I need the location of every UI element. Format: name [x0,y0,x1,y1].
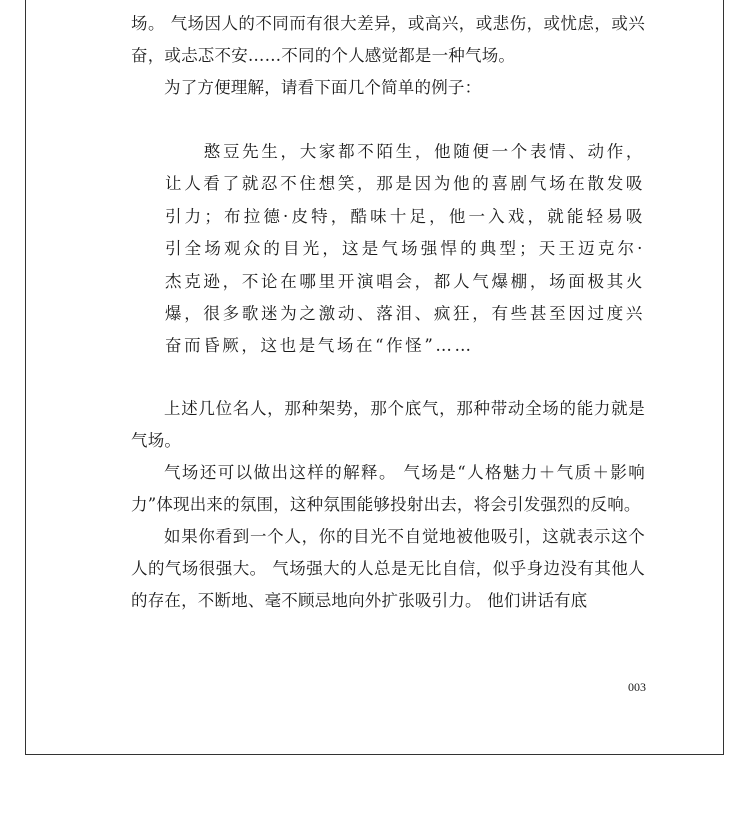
example-quote-block [165,136,645,363]
paragraph-examples-intro: 为了方便理解，请看下面几个简单的例子： [164,78,482,97]
paragraph-attraction: 如果你看到一个人，你的目光不自觉地被他吸引，这就表示这个人的气场很强大。 气场强大的人总是无比自信，似乎身边没有其他人的存在，不断地、毫不顾忌地向外扩张吸引力。 他们讲话有底 [131,527,645,610]
paragraph-explanation: 气场还可以做出这样的解释。 气场是“人格魅力＋气质＋影响力”体现出来的氛围，这种氛围能够投射出去，将会引发强烈的反响。 [131,463,645,514]
quote-paragraph: 憨豆先生，大家都不陌生，他随便一个表情、动作，让人看了就忍不住想笑，那是因为他的喜剧气场在散发吸引力；布拉德·皮特，酷味十足，他一入戏，就能轻易吸引全场观众的目光，这是气场强悍的典型；天王迈克尔·杰克逊，不论在哪里开演唱会，都人气爆棚，场面极其火爆，很多歌迷为之激动、落泪、疯狂，有些甚至因过度兴奋而昏厥，这也是气场在“作怪”…… [165,142,645,356]
page-number: 003 [628,680,646,694]
paragraph-celebrities: 上述几位名人，那种架势，那个底气，那种带动全场的能力就是气场。 [131,399,645,450]
bottom-text-block [131,393,645,617]
top-text-block [131,8,645,104]
paragraph-continuation: 场。 气场因人的不同而有很大差异，或高兴，或悲伤，或忧虑，或兴奋，或忐忑不安……不同的个人感觉都是一种气场。 [131,14,645,65]
book-page [25,0,724,755]
